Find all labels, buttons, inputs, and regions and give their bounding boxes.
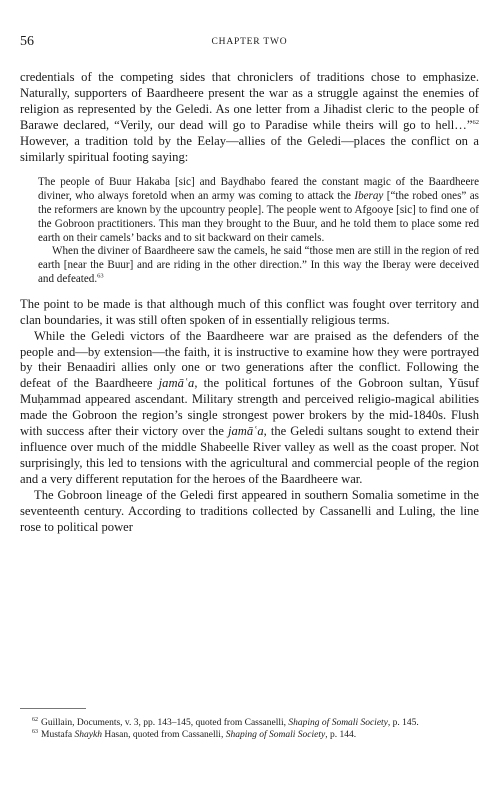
paragraph-text: While the Geledi victors of the Baardheere war are praised as the defenders of the people and—by extension—the faith, it is instructive to examine how they were portrayed by their Benaadiri allies only one or two generations after the conflict. Following the defeat of the Baardheere (20, 328, 479, 391)
italic-term: jamāʿa (158, 376, 195, 391)
footnote-ref-62[interactable]: 62 (472, 118, 479, 126)
footnote-ref-63[interactable]: 63 (97, 272, 104, 280)
quote-text: [“the robed ones” as the reformers are known by the upcountry people]. The people went to Afgooye [sic] to find one of the Gobroon practitioners. This man they brought to the Buur, and he told them to place some red earth on their camels’ backs and to sit backward on their camels. (38, 190, 479, 244)
paragraph-text: credentials of the competing sides that chroniclers of traditions chose to emphasize. Naturally, supporters of Baardheere present the war as a struggle against the enemies of religion as represented by the Geledi. As one letter from a Jihadist cleric to the people of Barawe declared, “Verily, our dead will go to Paradise while theirs will go to hell…” (20, 70, 479, 132)
footnote-63 (20, 729, 479, 741)
quote-italic-term: Iberay (354, 190, 384, 203)
paragraph-4: The Gobroon lineage of the Geledi first appeared in southern Somalia sometime in the seventeenth century. According to traditions collected by Cassanelli and Luling, the line rose to political power (20, 487, 479, 534)
paragraph-text: , the Geledi sultans sought to extend their influence over much of the middle Shabeelle River valley as well as the coast proper. Not surprisingly, this led to tensions with the agricultural and commercial people of the region and a very different reputation for the heroes of the Baardheere war. (20, 424, 479, 486)
footnote-text: , p. 145. (387, 718, 419, 728)
footnote-62 (20, 717, 479, 729)
footnote-number: 63 (32, 728, 38, 735)
paragraph-text: However, a tradition told by the Eelay—allies of the Geledi—places the conflict on a similarly spiritual footing saying: (20, 133, 479, 164)
footnote-text: Guillain, Documents, v. 3, pp. 143–145, quoted from Cassanelli, (41, 718, 289, 728)
footnote-italic: Shaykh (74, 730, 102, 740)
running-head: CHAPTER TWO (211, 37, 288, 47)
quote-text: When the diviner of Baardheere saw the camels, he said “those men are still in the region of red earth [near the Buur] and are riding in the other direction.” In this way the Iberay were deceived and defeated. (38, 245, 479, 286)
footnote-text: Hasan, quoted from Cassanelli, (101, 730, 226, 740)
footnotes (20, 708, 479, 741)
paragraph-text: , the political fortunes of the Gobroon sultan, Yūsuf Muḥammad appeared ascendant. Military strength and perceived religio-magical abilities made the Gobroon the region’s single strongest power brokers by the mid-1840s. Flush with success after their victory over the (20, 376, 480, 439)
footnote-text: , p. 144. (325, 730, 357, 740)
footnote-rule (20, 708, 86, 709)
paragraph-3 (20, 329, 479, 488)
quote-paragraph-2 (38, 245, 479, 286)
italic-term: jamāʿa (227, 424, 264, 439)
page-header (20, 34, 479, 52)
footnote-number: 62 (32, 716, 38, 723)
quote-text: The people of Buur Hakaba [sic] and Baydhabo feared the constant magic of the Baardheere diviner, who always foretold when an army was coming to attack the (38, 176, 479, 203)
paragraph-2: The point to be made is that although much of this conflict was fought over territory and clan boundaries, it was still often spoken of in essentially religious terms. (20, 296, 479, 327)
footnote-italic: Shaping of Somali Society (288, 718, 388, 728)
page-number: 56 (20, 34, 34, 49)
quote-paragraph-1 (38, 176, 479, 245)
block-quote (20, 176, 479, 286)
paragraph-1 (20, 70, 479, 165)
main-text (20, 70, 479, 535)
footnote-italic: Shaping of Somali Society (225, 730, 326, 740)
footnote-text: Mustafa (41, 730, 75, 740)
